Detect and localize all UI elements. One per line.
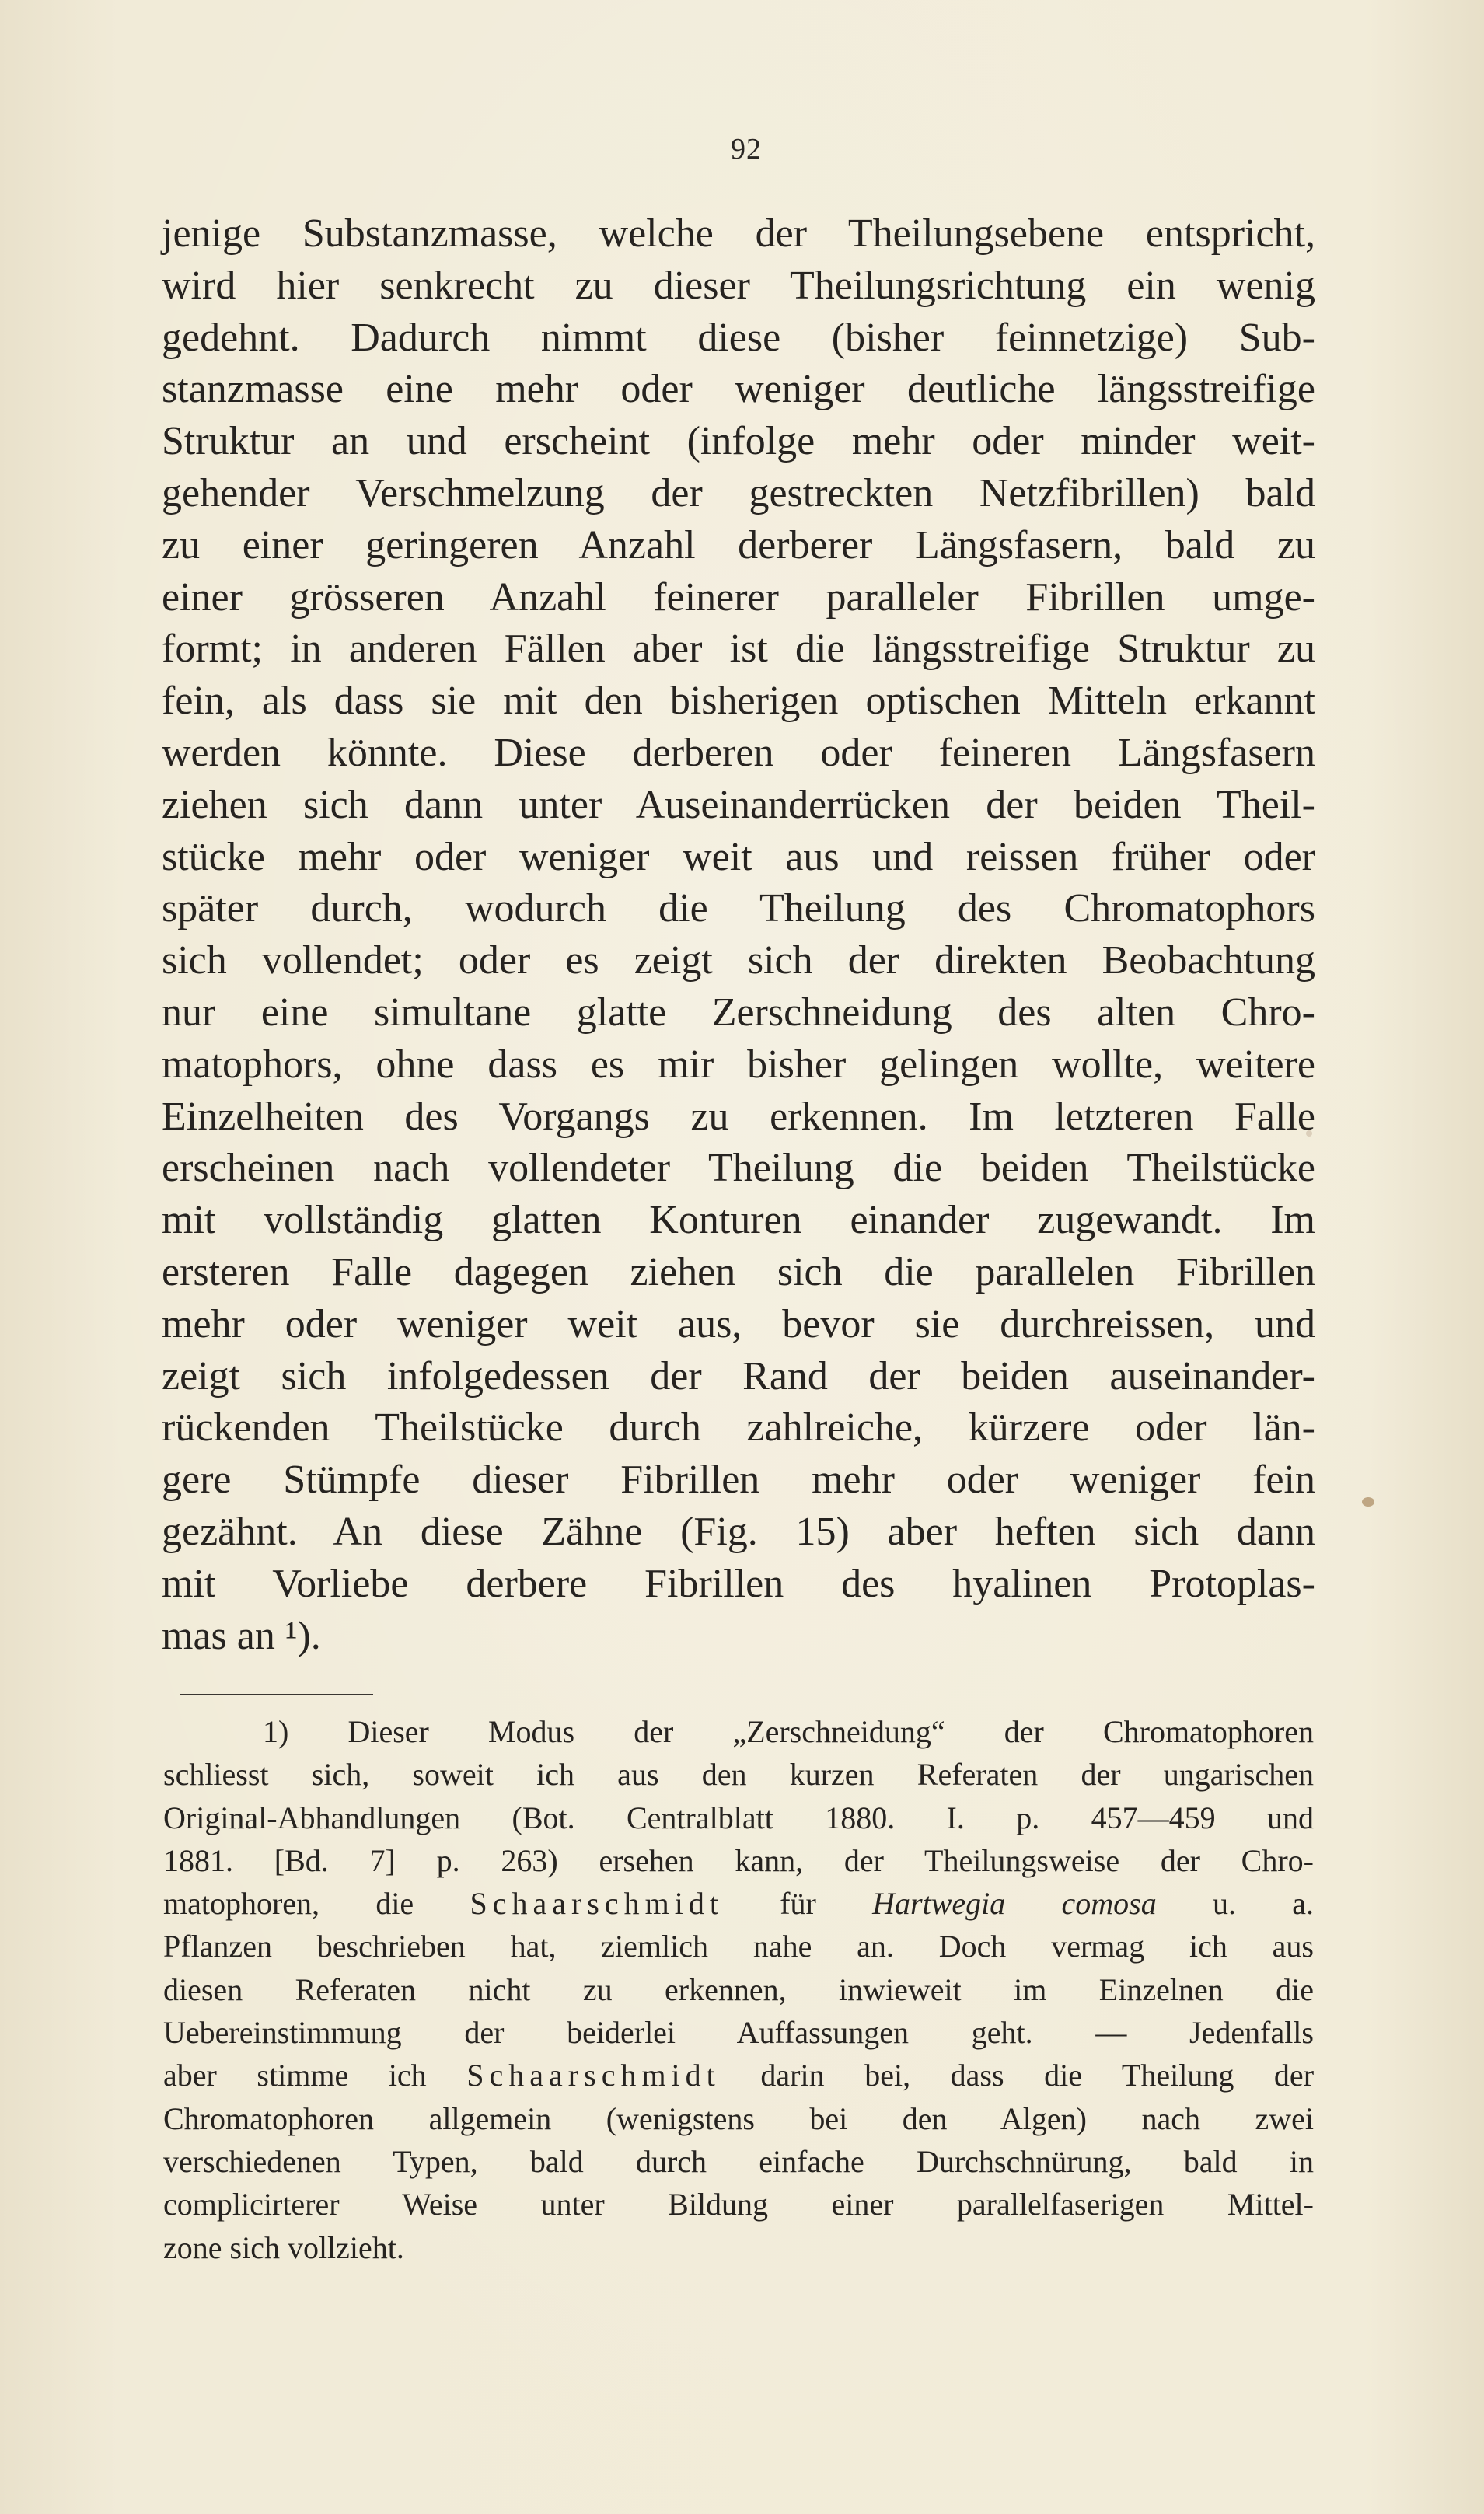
footnote-line: zone sich vollzieht.	[163, 2229, 404, 2265]
text-line: gezähnt. An diese Zähne (Fig. 15) aber heften sich dann	[162, 1509, 1315, 1554]
text-line: gedehnt. Dadurch nimmt diese (bisher feinnetzige) Sub-	[162, 315, 1315, 360]
footnote-line: verschiedenen Typen, bald durch einfache Durchschnürung, bald in	[163, 2143, 1314, 2179]
footnote-line: Original-Abhandlungen (Bot. Centralblatt 1880. I. p. 457—459 und	[163, 1800, 1314, 1835]
footnote-text: matophoren, die	[163, 1886, 414, 1922]
page-number: 92	[731, 133, 762, 166]
footnote-line: schliesst sich, soweit ich aus den kurzen Referaten der ungarischen	[163, 1757, 1314, 1793]
text-line: ersteren Falle dagegen ziehen sich die parallelen Fibrillen	[162, 1249, 1315, 1294]
footnote-line: Uebereinstimmung der beiderlei Auffassungen geht. — Jedenfalls	[163, 2015, 1314, 2051]
text-line: mit vollständig glatten Konturen einander zugewandt. Im	[162, 1198, 1315, 1243]
text-line: gere Stümpfe dieser Fibrillen mehr oder weniger fein	[162, 1458, 1315, 1503]
text-line: matophors, ohne dass es mir bisher gelingen wollte, weitere	[162, 1042, 1315, 1087]
footnote-text: aber stimme ich	[163, 2058, 427, 2093]
footnote-line: complicirterer Weise unter Bildung einer parallelfaserigen Mittel-	[163, 2187, 1314, 2222]
footnote-line: Chromatophoren allgemein (wenigstens bei den Algen) nach zwei	[163, 2100, 1314, 2136]
text-line: Struktur an und erscheint (infolge mehr oder minder weit-	[162, 419, 1315, 464]
text-line: werden könnte. Diese derberen oder feineren Längsfasern	[162, 730, 1315, 775]
footnote-line	[163, 2054, 1314, 2097]
text-line: rückenden Theilstücke durch zahlreiche, kürzere oder län-	[162, 1405, 1315, 1451]
footnote-text: Dieser Modus der „Zerschneidung“ der Chromatophoren	[347, 1714, 1314, 1749]
paper-speck	[1306, 1130, 1312, 1137]
footnote-text: u. a.	[1212, 1886, 1315, 1922]
text-line: zu einer geringeren Anzahl derberer Längsfasern, bald zu	[162, 522, 1315, 567]
text-line: erscheinen nach vollendeter Theilung die beiden Theilstücke	[162, 1146, 1315, 1191]
text-line: einer grösseren Anzahl feinerer paralleler Fibrillen umge-	[162, 574, 1315, 620]
footnote-text: für	[780, 1886, 816, 1922]
text-line: sich vollendet; oder es zeigt sich der direkten Beobachtung	[162, 938, 1315, 983]
text-line: fein, als dass sie mit den bisherigen optischen Mitteln erkannt	[162, 679, 1315, 724]
species-name: Hartwegia comosa	[872, 1886, 1157, 1922]
footnote-text: darin bei, dass die Theilung der	[760, 2058, 1315, 2093]
text-line: später durch, wodurch die Theilung des Chromatophors	[162, 886, 1315, 931]
footnote	[163, 1710, 1314, 2269]
text-line: gehender Verschmelzung der gestreckten Netzfibrillen) bald	[162, 470, 1315, 515]
main-text	[162, 208, 1315, 1662]
text-line: formt; in anderen Fällen aber ist die längsstreifige Struktur zu	[162, 627, 1315, 672]
text-line: mit Vorliebe derbere Fibrillen des hyalinen Protoplas-	[162, 1561, 1315, 1606]
paper-speck	[1362, 1497, 1374, 1507]
footnote-line: diesen Referaten nicht zu erkennen, inwieweit im Einzelnen die	[163, 1971, 1314, 2007]
text-line: wird hier senkrecht zu dieser Theilungsrichtung ein wenig	[162, 263, 1315, 308]
footnote-line: Pflanzen beschrieben hat, ziemlich nahe an. Doch vermag ich aus	[163, 1929, 1314, 1964]
footnote-marker: 1)	[263, 1714, 289, 1749]
text-line: stanzmasse eine mehr oder weniger deutliche längsstreifige	[162, 367, 1315, 412]
text-line: mas an ¹).	[162, 1613, 321, 1658]
author-name: Schaarschmidt	[470, 1886, 724, 1922]
text-line: stücke mehr oder weniger weit aus und reissen früher oder	[162, 834, 1315, 879]
text-line: ziehen sich dann unter Auseinanderrücken der beiden Theil-	[162, 782, 1315, 827]
footnote-line: 1881. [Bd. 7] p. 263) ersehen kann, der Theilungsweise der Chro-	[163, 1842, 1314, 1878]
text-line: jenige Substanzmasse, welche der Theilungsebene entspricht,	[162, 211, 1315, 256]
text-line: nur eine simultane glatte Zerschneidung des alten Chro-	[162, 990, 1315, 1035]
footnote-line	[163, 1710, 1314, 1753]
footnote-line	[163, 1882, 1314, 1925]
author-name: Schaarschmidt	[466, 2058, 721, 2093]
text-line: Einzelheiten des Vorgangs zu erkennen. Im letzteren Falle	[162, 1094, 1315, 1139]
footnote-divider	[180, 1694, 373, 1695]
text-line: mehr oder weniger weit aus, bevor sie durchreissen, und	[162, 1301, 1315, 1346]
text-line: zeigt sich infolgedessen der Rand der beiden auseinander-	[162, 1353, 1315, 1398]
